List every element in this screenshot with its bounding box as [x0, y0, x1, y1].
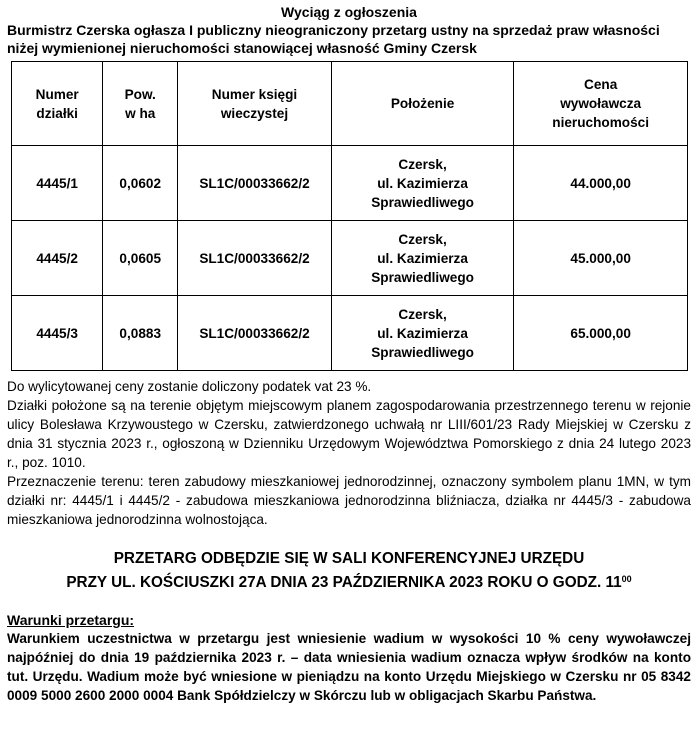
cell-area: 0,0605	[103, 221, 178, 296]
cell-starting-price: 44.000,00	[514, 146, 688, 221]
cell-land-register: SL1C/00033662/2	[178, 146, 332, 221]
cell-location: Czersk, ul. Kazimierza Sprawiedliwego	[331, 296, 513, 371]
cell-plot-number: 4445/3	[12, 296, 103, 371]
cell-land-register: SL1C/00033662/2	[178, 221, 332, 296]
cell-plot-number: 4445/1	[12, 146, 103, 221]
land-purpose-note: Przeznaczenie terenu: teren zabudowy mieszkaniowej jednorodzinnej, oznaczony symbolem planu 1MN, w tym działki nr: 4445/1 i 4445/2 - zabudowa mieszkaniowa jednorodzinna bliźniacza, działka nr 4445/3 - zabudowa mieszkaniowa jednorodzinna wolnostojąca.	[7, 474, 691, 527]
announcement-line-1: PRZETARG ODBĘDZIE SIĘ W SALI KONFERENCYJNEJ URZĘDU	[113, 550, 585, 567]
plots-table	[11, 61, 688, 371]
cell-land-register: SL1C/00033662/2	[178, 296, 332, 371]
conditions-heading: Warunki przetargu:	[7, 612, 135, 628]
table-row	[12, 146, 688, 221]
document-title: Wyciąg z ogłoszenia	[281, 4, 417, 20]
cell-location: Czersk, ul. Kazimierza Sprawiedliwego	[331, 146, 513, 221]
cell-area: 0,0883	[103, 296, 178, 371]
zoning-plan-note: Działki położone są na terenie objętym miejscowym planem zagospodarowania przestrzennego terenu w rejonie ulicy Bolesława Krzywoustego w Czersku, zatwierdzonego uchwałą nr LIII/601/23 Rady Miejskiej w Czersku z dnia 31 stycznia 2023 r., ogłoszoną w Dzienniku Urzędowym Województwa Pomorskiego z dnia 24 lutego 2023 r., poz. 1010.	[7, 398, 691, 470]
cell-starting-price: 45.000,00	[514, 221, 688, 296]
cell-location: Czersk, ul. Kazimierza Sprawiedliwego	[331, 221, 513, 296]
table-row	[12, 296, 688, 371]
vat-note: Do wylicytowanej ceny zostanie doliczony podatek vat 23 %.	[7, 379, 372, 394]
cell-starting-price: 65.000,00	[514, 296, 688, 371]
column-header-area: Pow. w ha	[103, 62, 178, 146]
column-header-plot-number: Numer działki	[12, 62, 103, 146]
table-row	[12, 221, 688, 296]
column-header-land-register: Numer księgi wieczystej	[178, 62, 332, 146]
document-intro: Burmistrz Czerska ogłasza I publiczny nieograniczony przetarg ustny na sprzedaż praw własności niżej wymienionej nieruchomości stanowiącej własność Gminy Czersk	[7, 22, 660, 56]
column-header-location: Położenie	[331, 62, 513, 146]
cell-area: 0,0602	[103, 146, 178, 221]
announcement-line-2: PRZY UL. KOŚCIUSZKI 27A DNIA 23 PAŹDZIERNIKA 2023 ROKU O GODZ. $11^{00}$	[66, 574, 632, 591]
auction-announcement	[7, 549, 691, 593]
conditions-text: Warunkiem uczestnictwa w przetargu jest wniesienie wadium w wysokości 10 % ceny wywoławczej najpóźniej do dnia 19 października 2023 r. – data wniesienia wadium oznacza wpływ środków na konto tut. Urzędu. Wadium może być wniesione w pieniądzu na konto Urzędu Miejskiego w Czersku nr 05 8342 0009 5000 2600 2000 0004 Bank Spółdzielczy w Skórczu lub w obligacjach Skarbu Państwa.	[7, 631, 691, 703]
column-header-starting-price: Cena wywoławcza nieruchomości	[514, 62, 688, 146]
description-section	[7, 377, 691, 529]
table-header-row	[12, 62, 688, 146]
cell-plot-number: 4445/2	[12, 221, 103, 296]
